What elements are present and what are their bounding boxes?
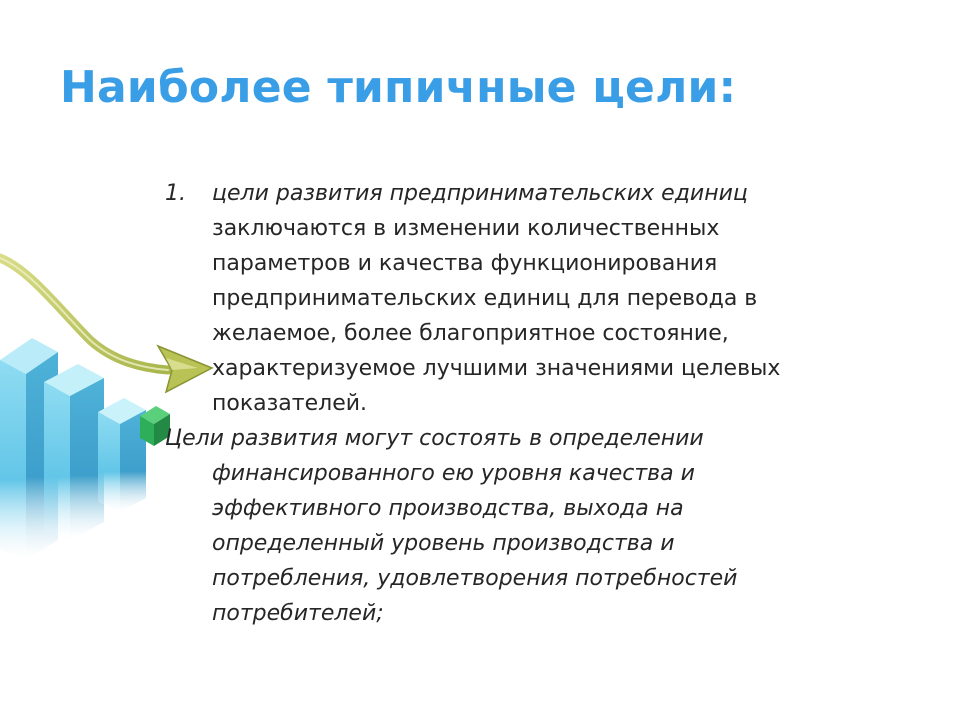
paragraph-line: Цели развития могут состоять в определении bbox=[165, 426, 704, 451]
slide-body bbox=[165, 176, 905, 631]
list-item-number: 1. bbox=[165, 181, 186, 206]
list-item-line: параметров и качества функционирования bbox=[212, 251, 718, 276]
paragraph-2 bbox=[165, 421, 905, 631]
list-item-line: желаемое, более благоприятное состояние, bbox=[212, 321, 729, 346]
paragraph-line: потребления, удовлетворения потребностей bbox=[212, 566, 738, 591]
list-item-line: заключаются в изменении количественных bbox=[212, 216, 720, 241]
list-item-line: цели развития предпринимательских единиц bbox=[212, 181, 748, 206]
list-item-1 bbox=[165, 176, 905, 421]
list-item-line: предпринимательских единиц для перевода в bbox=[212, 286, 758, 311]
list-item-line: характеризуемое лучшими значениями целевых bbox=[212, 356, 781, 381]
slide-title: Наиболее типичные цели: bbox=[60, 62, 737, 113]
list-item-line: показателей. bbox=[212, 391, 368, 416]
paragraph-line: эффективного производства, выхода на bbox=[212, 496, 684, 521]
paragraph-line: финансированного ею уровня качества и bbox=[212, 461, 695, 486]
paragraph-line: потребителей; bbox=[212, 601, 384, 626]
paragraph-line: определенный уровень производства и bbox=[212, 531, 675, 556]
